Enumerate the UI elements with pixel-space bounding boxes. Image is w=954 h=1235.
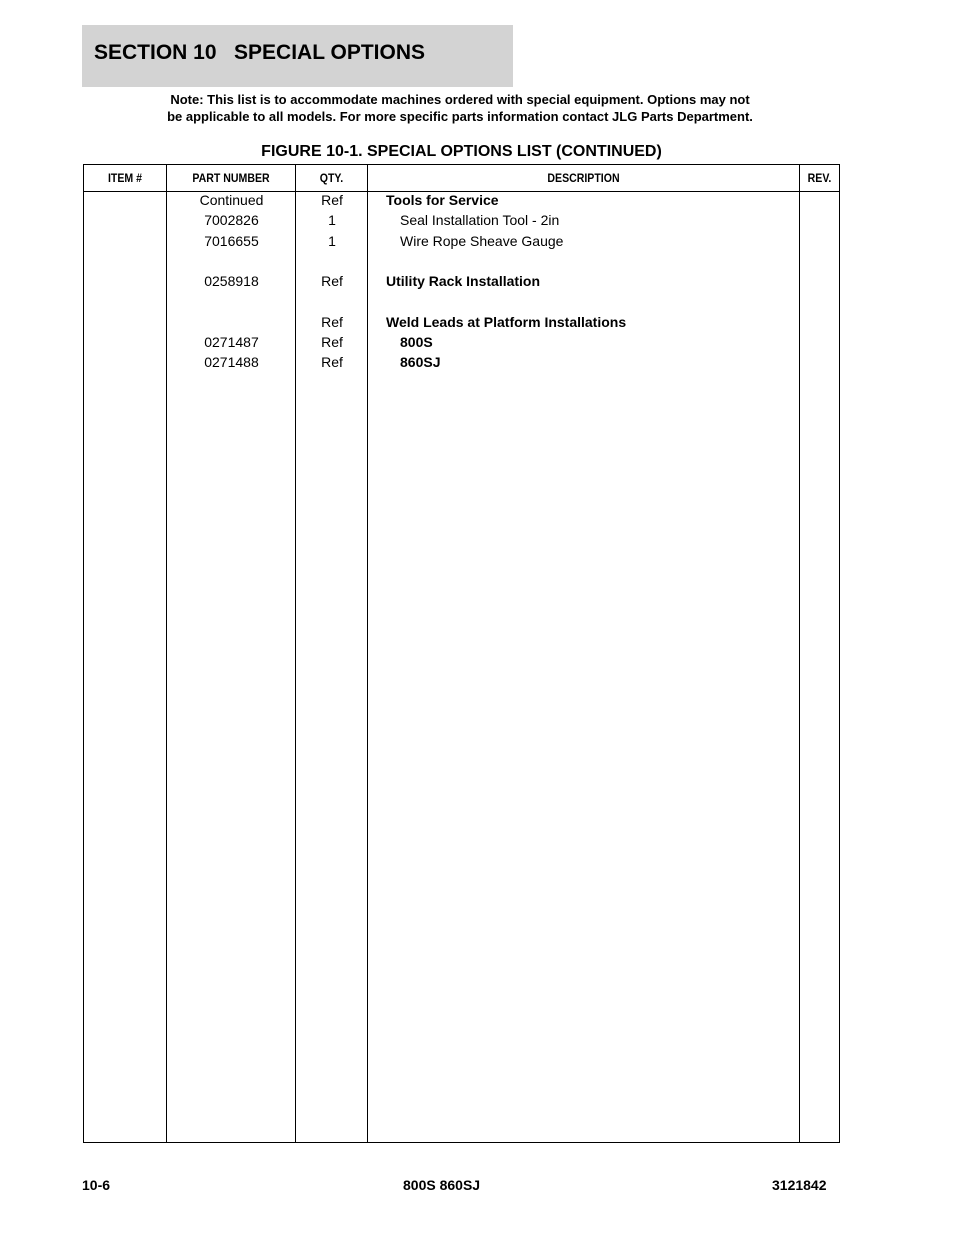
qty-cell: Ref: [321, 314, 343, 330]
description-cell: Tools for Service: [386, 192, 499, 208]
section-header: [82, 25, 513, 87]
column-divider: [295, 165, 296, 1142]
description-cell: Seal Installation Tool - 2in: [400, 212, 560, 228]
qty-cell: Ref: [321, 273, 343, 289]
column-divider: [367, 165, 368, 1142]
footer-doc-number: 3121842: [772, 1177, 827, 1193]
note-line-1: Note: This list is to accommodate machines ordered with special equipment. Options may not: [170, 92, 750, 107]
header-rev: REV.: [807, 171, 832, 185]
qty-cell: 1: [328, 212, 336, 228]
part-number-cell: 7002826: [204, 212, 259, 228]
footer-page-number: 10-6: [82, 1177, 111, 1193]
header-item: ITEM #: [107, 171, 143, 185]
description-cell: Weld Leads at Platform Installations: [386, 314, 627, 330]
part-number-cell: 0258918: [204, 273, 259, 289]
header-part-number: PART NUMBER: [192, 171, 270, 185]
part-number-cell: 0271487: [204, 334, 259, 350]
description-cell: 860SJ: [400, 354, 441, 370]
column-divider: [166, 165, 167, 1142]
description-cell: Wire Rope Sheave Gauge: [400, 233, 564, 249]
qty-cell: 1: [328, 233, 336, 249]
part-number-cell: Continued: [199, 192, 264, 208]
section-title: SECTION 10 SPECIAL OPTIONS: [94, 41, 426, 64]
footer-model: 800S 860SJ: [403, 1177, 481, 1193]
column-divider: [799, 165, 800, 1142]
part-number-cell: 7016655: [204, 233, 259, 249]
figure-title: FIGURE 10-1. SPECIAL OPTIONS LIST (CONTINUED): [261, 143, 662, 160]
part-number-cell: 0271488: [204, 354, 259, 370]
parts-table: [83, 164, 840, 1143]
note-line-2: be applicable to all models. For more specific parts information contact JLG Parts Department.: [167, 109, 753, 124]
description-cell: Utility Rack Installation: [386, 273, 541, 289]
note: [100, 91, 820, 125]
qty-cell: Ref: [321, 354, 343, 370]
qty-cell: Ref: [321, 192, 343, 208]
description-cell: 800S: [400, 334, 433, 350]
header-qty: QTY.: [319, 171, 344, 185]
header-description: DESCRIPTION: [547, 171, 620, 185]
qty-cell: Ref: [321, 334, 343, 350]
